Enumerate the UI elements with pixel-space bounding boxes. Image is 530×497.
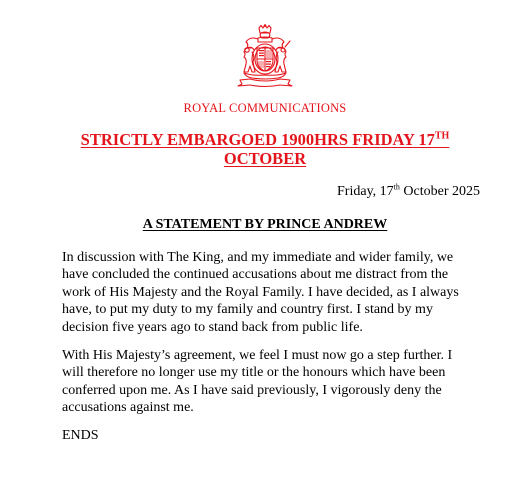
statement-paragraph-1: In discussion with The King, and my immediate and wider family, we have concluded the continued accusations about me distract from the work of His Majesty and the Royal Family. I have decided, as I always have, to put my duty to my family and country first. I stand by my decision five years ago to stand back from public life. (62, 250, 459, 335)
date-ordinal: th (393, 182, 400, 192)
statement-paragraph-2: With His Majesty’s agreement, we feel I must now go a step further. I will therefore no longer use my title or the honours which have been conferred upon me. As I have said previously, I vigorously deny the accusations against me. (62, 348, 453, 416)
department-name (0, 101, 530, 116)
statement-title: A STATEMENT BY PRINCE ANDREW (142, 217, 388, 232)
embargo-ordinal: TH (434, 130, 450, 142)
embargo-line-2: OCTOBER (223, 149, 307, 168)
release-date (337, 184, 480, 200)
department-label: ROYAL COMMUNICATIONS (183, 101, 347, 115)
ends-marker: ENDS (62, 428, 99, 443)
date-month-year: October 2025 (399, 184, 480, 199)
embargo-line-1: STRICTLY EMBARGOED 1900HRS FRIDAY 17 (80, 130, 435, 149)
royal-coat-of-arms-icon (232, 24, 298, 88)
embargo-notice (60, 130, 470, 168)
date-day: Friday, 17 (337, 184, 394, 199)
